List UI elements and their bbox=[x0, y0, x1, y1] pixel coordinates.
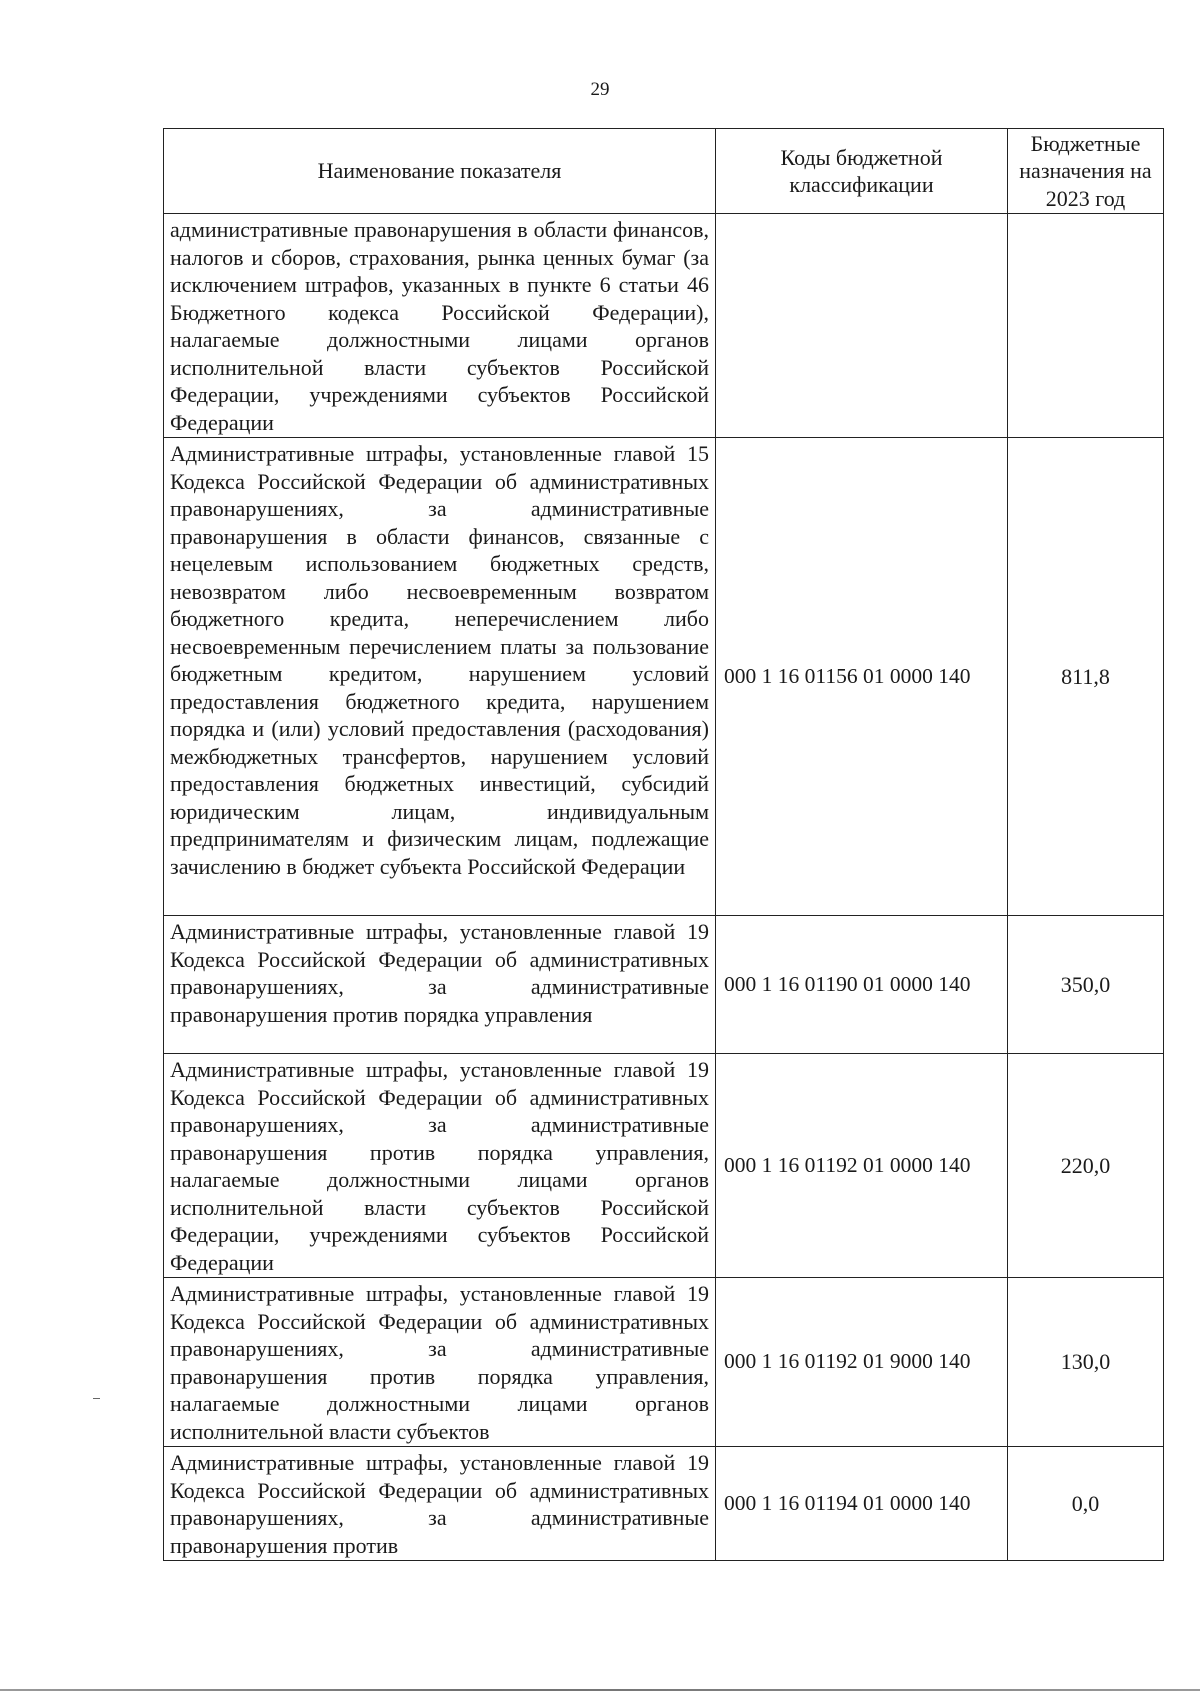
indicator-name-cell: Административные штрафы, установленные главой 19 Кодекса Российской Федерации об административных правонарушениях, за административные правонарушения против порядка управления, налагаемые должностными лицами органов исполнительной власти субъектов Российской Федерации, учреждениями субъектов Российской Федерации bbox=[164, 1054, 716, 1278]
budget-value-cell: 811,8 bbox=[1008, 438, 1164, 916]
indicator-name-cell: Административные штрафы, установленные главой 19 Кодекса Российской Федерации об административных правонарушениях, за административные правонарушения против порядка управления bbox=[164, 916, 716, 1054]
indicator-name-cell: Административные штрафы, установленные главой 19 Кодекса Российской Федерации об административных правонарушениях, за административные правонарушения против порядка управления, налагаемые должностными лицами органов исполнительной власти субъектов bbox=[164, 1278, 716, 1447]
classification-code-cell bbox=[716, 214, 1008, 438]
page-bottom-edge bbox=[0, 1689, 1200, 1691]
classification-code-cell: 000 1 16 01190 01 0000 140 bbox=[716, 916, 1008, 1054]
table-row bbox=[164, 214, 1164, 438]
table-header-row bbox=[164, 129, 1164, 214]
indicator-name-cell: административные правонарушения в области финансов, налогов и сборов, страхования, рынка ценных бумаг (за исключением штрафов, указанных в пункте 6 статьи 46 Бюджетного кодекса Российской Федерации), налагаемые должностными лицами органов исполнительной власти субъектов Российской Федерации, учреждениями субъектов Российской Федерации bbox=[164, 214, 716, 438]
budget-value-cell bbox=[1008, 214, 1164, 438]
scan-mark bbox=[93, 1398, 100, 1399]
indicator-name-cell: Административные штрафы, установленные главой 15 Кодекса Российской Федерации об административных правонарушениях, за административные правонарушения в области финансов, связанные с нецелевым использованием бюджетных средств, невозвратом либо несвоевременным возвратом бюджетного кредита, неперечислением либо несвоевременным перечислением платы за пользование бюджетным кредитом, нарушением условий предоставления бюджетного кредита, нарушением порядка и (или) условий предоставления (расходования) межбюджетных трансфертов, нарушением условий предоставления бюджетных инвестиций, субсидий юридическим лицам, индивидуальным предпринимателям и физическим лицам, подлежащие зачислению в бюджет субъекта Российской Федерации bbox=[164, 438, 716, 916]
budget-value-cell: 130,0 bbox=[1008, 1278, 1164, 1447]
table-row bbox=[164, 438, 1164, 916]
budget-value-cell: 220,0 bbox=[1008, 1054, 1164, 1278]
header-classification-codes: Коды бюджетной классификации bbox=[716, 129, 1008, 214]
page-number: 29 bbox=[590, 79, 610, 100]
classification-code-cell: 000 1 16 01192 01 9000 140 bbox=[716, 1278, 1008, 1447]
table-row bbox=[164, 1278, 1164, 1447]
table-row bbox=[164, 1447, 1164, 1561]
budget-value-cell: 350,0 bbox=[1008, 916, 1164, 1054]
indicator-name-cell: Административные штрафы, установленные главой 19 Кодекса Российской Федерации об административных правонарушениях, за административные правонарушения против bbox=[164, 1447, 716, 1561]
classification-code-cell: 000 1 16 01194 01 0000 140 bbox=[716, 1447, 1008, 1561]
header-indicator-name: Наименование показателя bbox=[164, 129, 716, 214]
budget-table bbox=[163, 128, 1164, 1561]
budget-value-cell: 0,0 bbox=[1008, 1447, 1164, 1561]
table-row bbox=[164, 1054, 1164, 1278]
classification-code-cell: 000 1 16 01156 01 0000 140 bbox=[716, 438, 1008, 916]
table-row bbox=[164, 916, 1164, 1054]
classification-code-cell: 000 1 16 01192 01 0000 140 bbox=[716, 1054, 1008, 1278]
header-budget-allocations: Бюджетные назначения на 2023 год bbox=[1008, 129, 1164, 214]
